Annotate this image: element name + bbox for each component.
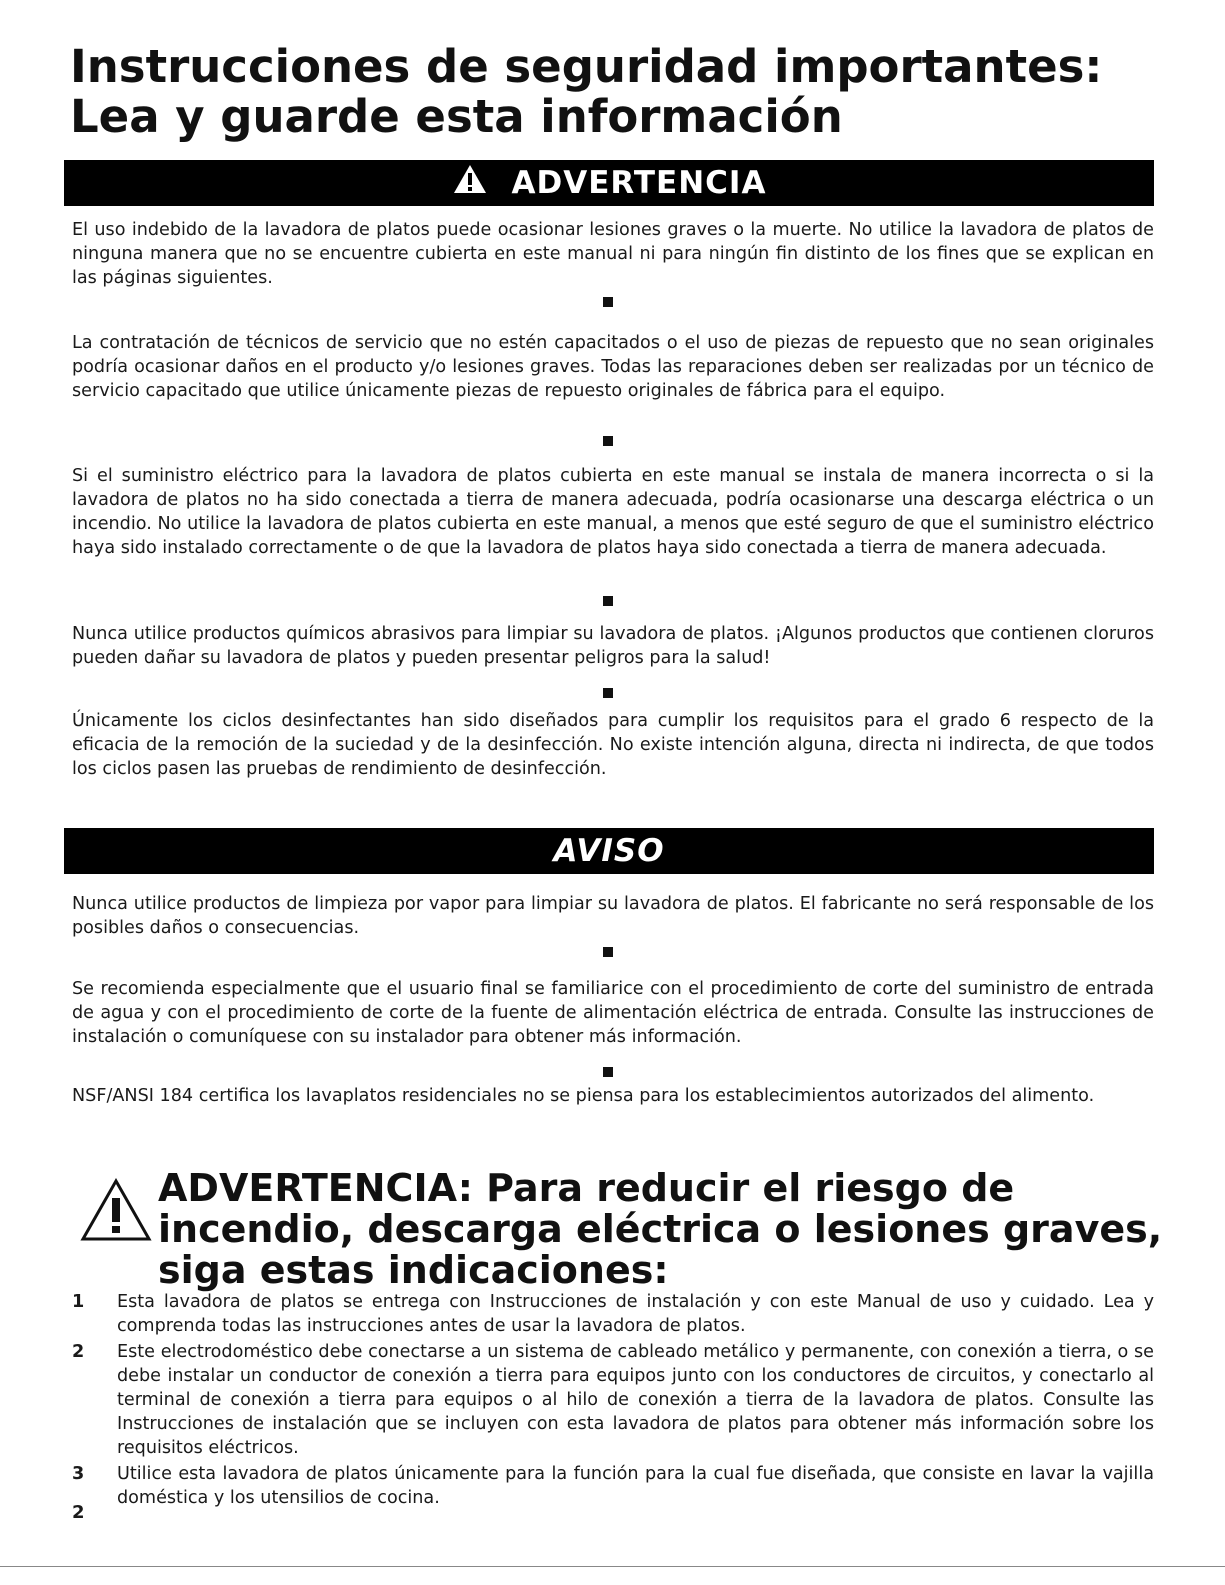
list-item xyxy=(72,1340,1154,1460)
separator-bullet xyxy=(603,436,613,446)
warning-band xyxy=(64,160,1154,206)
notice-paragraph-1: Nunca utilice productos de limpieza por vapor para limpiar su lavadora de platos. El fabricante no será responsable de los posibles daños o consecuencias. xyxy=(72,894,1154,938)
warning-triangle-icon xyxy=(452,163,488,203)
big-warning-text: ADVERTENCIA: Para reducir el riesgo de incendio, descarga eléctrica o lesiones graves, siga estas indicaciones: xyxy=(158,1166,1163,1292)
bottom-rule xyxy=(0,1566,1225,1567)
notice-band-label: AVISO xyxy=(553,833,665,869)
list-item-text: Esta lavadora de platos se entrega con Instrucciones de instalación y con este Manual de uso y cuidado. Lea y comprenda todas las instrucciones antes de usar la lavadora de platos. xyxy=(117,1292,1154,1336)
notice-paragraph-3: NSF/ANSI 184 certifica los lavaplatos residenciales no se piensa para los establecimientos autorizados del alimento. xyxy=(72,1086,1095,1106)
warning-paragraph-1: El uso indebido de la lavadora de platos puede ocasionar lesiones graves o la muerte. No utilice la lavadora de platos de ninguna manera que no se encuentre cubierta en este manual ni para ningún fin distinto de los fines que se explican en las páginas siguientes. xyxy=(72,220,1154,288)
page-number: 2 xyxy=(72,1502,85,1523)
separator-bullet xyxy=(603,1067,613,1077)
list-item-number: 1 xyxy=(72,1292,85,1312)
list-item xyxy=(72,1462,1154,1510)
warning-band-label: ADVERTENCIA xyxy=(511,165,767,201)
separator-bullet xyxy=(603,947,613,957)
notice-paragraph-2: Se recomienda especialmente que el usuario final se familiarice con el procedimiento de corte del suministro de entrada de agua y con el procedimiento de corte de la fuente de alimentación eléctrica de entrada. Consulte las instrucciones de instalación o comuníquese con su instalador para obtener más información. xyxy=(72,979,1154,1047)
instruction-list xyxy=(72,1290,1154,1512)
list-item-text: Utilice esta lavadora de platos únicamente para la función para la cual fue diseñada, que consiste en lavar la vajilla doméstica y los utensilios de cocina. xyxy=(117,1464,1154,1508)
warning-paragraph-2: La contratación de técnicos de servicio que no estén capacitados o el uso de piezas de repuesto que no sean originales podría ocasionar daños en el producto y/o lesiones graves. Todas las reparaciones deben ser realizadas por un técnico de servicio capacitado que utilice únicamente piezas de repuesto originales de fábrica para el equipo. xyxy=(72,333,1154,401)
list-item-text: Este electrodoméstico debe conectarse a un sistema de cableado metálico y permanente, con conexión a tierra, o se debe instalar un conductor de conexión a tierra para equipos junto con los conductores de circuitos, y conectarlo al terminal de conexión a tierra para equipos o al hilo de conexión a tierra de la lavadora de platos. Consulte las Instrucciones de instalación que se incluyen con esta lavadora de platos para obtener más información sobre los requisitos eléctricos. xyxy=(117,1342,1154,1458)
warning-paragraph-3: Si el suministro eléctrico para la lavadora de platos cubierta en este manual se instala de manera incorrecta o si la lavadora de platos no ha sido conectada a tierra de manera adecuada, podría ocasionarse una descarga eléctrica o un incendio. No utilice la lavadora de platos cubierta en este manual, a menos que esté seguro de que el suministro eléctrico haya sido instalado correctamente o de que la lavadora de platos haya sido conectada a tierra de manera adecuada. xyxy=(72,466,1154,558)
notice-band xyxy=(64,828,1154,874)
warning-paragraph-4: Nunca utilice productos químicos abrasivos para limpiar su lavadora de platos. ¡Algunos productos que contienen cloruros pueden dañar su lavadora de platos y pueden presentar peligros para la salud! xyxy=(72,624,1154,668)
separator-bullet xyxy=(603,596,613,606)
warning-paragraph-5: Únicamente los ciclos desinfectantes han sido diseñados para cumplir los requisitos para el grado 6 respecto de la eficacia de la remoción de la suciedad y de la desinfección. No existe intención alguna, directa ni indirecta, de que todos los ciclos pasen las pruebas de rendimiento de desinfección. xyxy=(72,711,1154,779)
separator-bullet xyxy=(603,297,613,307)
list-item xyxy=(72,1290,1154,1338)
list-item-number: 3 xyxy=(72,1464,85,1484)
list-item-number: 2 xyxy=(72,1342,85,1362)
warning-triangle-icon xyxy=(80,1178,152,1246)
separator-bullet xyxy=(603,688,613,698)
page-title: Instrucciones de seguridad importantes: Lea y guarde esta información xyxy=(70,40,1103,143)
